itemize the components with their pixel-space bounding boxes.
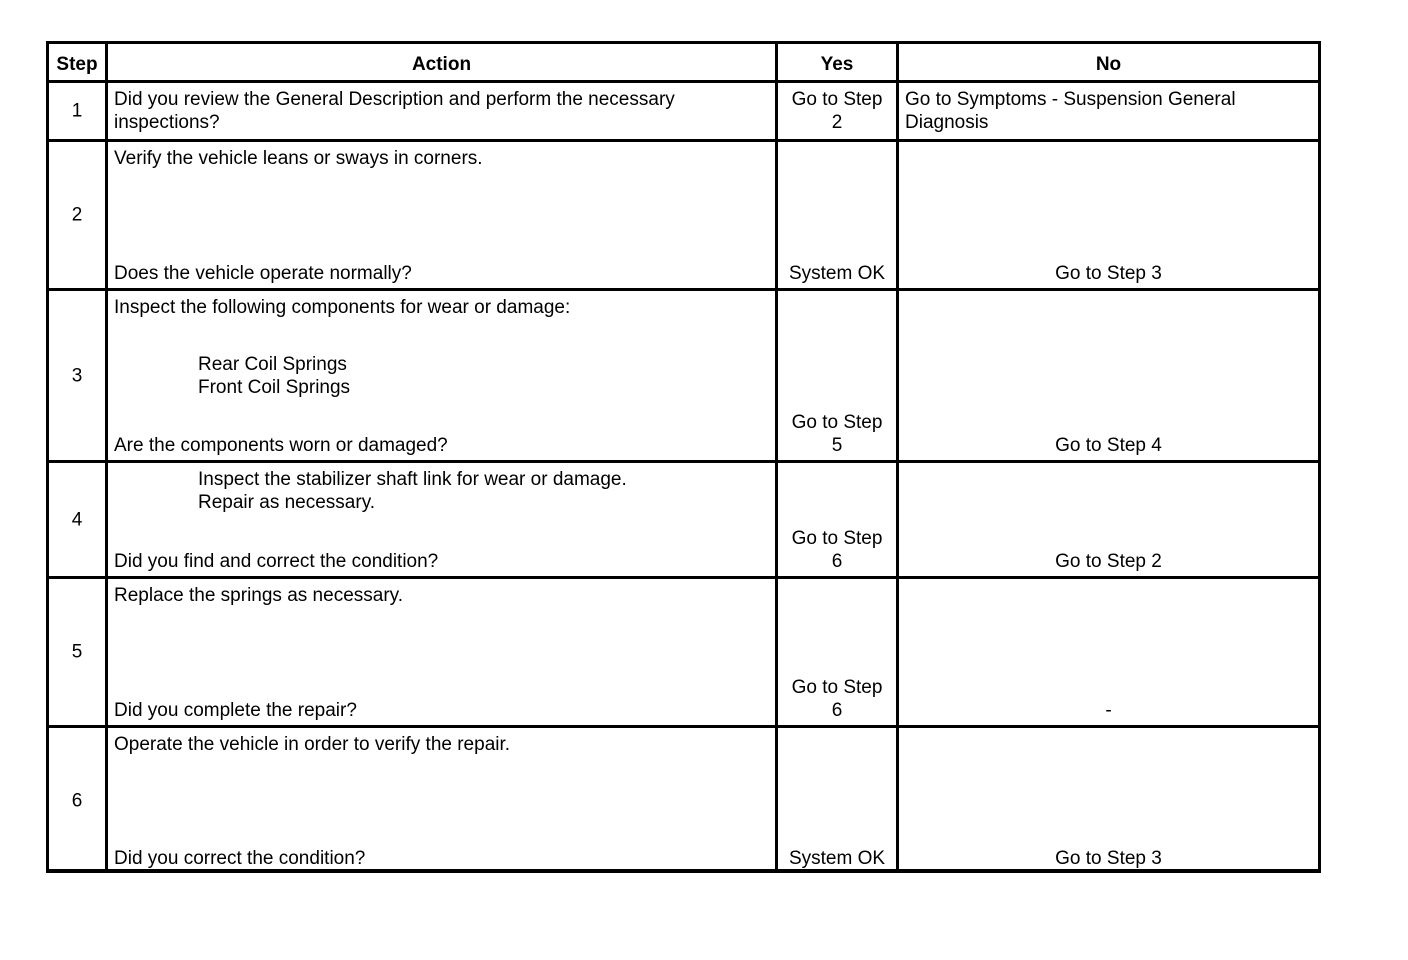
no-cell (896, 142, 1318, 288)
table-row-step-4 (49, 460, 1318, 576)
yes-cell (775, 579, 896, 725)
step-cell (49, 83, 105, 139)
action-question: Are the components worn or damaged? (114, 435, 448, 456)
step-cell (49, 463, 105, 576)
yes-text (778, 88, 896, 134)
header-action: Action (105, 44, 775, 80)
header-yes: Yes (775, 44, 896, 80)
yes-line: 2 (831, 112, 843, 133)
step-number: 5 (71, 641, 83, 663)
yes-line: 6 (831, 551, 843, 572)
action-line: Inspect the stabilizer shaft link for wear or damage. (198, 469, 627, 490)
yes-line: Go to Step (791, 89, 883, 110)
yes-line: 6 (831, 700, 843, 721)
step-number: 6 (71, 790, 83, 811)
no-cell (896, 728, 1318, 873)
step-number: 1 (71, 100, 83, 122)
yes-cell (775, 291, 896, 460)
step-cell (49, 291, 105, 460)
step-cell (49, 142, 105, 288)
table-row-step-1 (49, 80, 1318, 139)
yes-cell (775, 463, 896, 576)
header-no: No (896, 44, 1318, 80)
step-cell (49, 579, 105, 725)
action-cell (105, 291, 775, 460)
yes-text: System OK (788, 848, 886, 869)
action-cell (105, 579, 775, 725)
action-question: Did you correct the condition? (114, 848, 366, 869)
yes-cell (775, 83, 896, 139)
action-text (114, 88, 771, 134)
yes-cell (775, 728, 896, 873)
action-instruction: Inspect the following components for wear or damage: (114, 297, 571, 318)
step-number: 4 (71, 509, 83, 530)
action-cell (105, 83, 775, 139)
yes-cell (775, 142, 896, 288)
no-text: - (1105, 700, 1112, 721)
action-instruction: Operate the vehicle in order to verify the repair. (114, 734, 511, 755)
no-text (905, 88, 1314, 134)
yes-line: Go to Step (791, 528, 883, 549)
no-text: Go to Step 2 (1055, 551, 1162, 572)
yes-text (778, 411, 896, 457)
component-item: Rear Coil Springs (198, 354, 347, 375)
no-text: Go to Step 3 (1055, 848, 1162, 869)
action-question: Does the vehicle operate normally? (114, 263, 412, 284)
diagnostic-table (46, 41, 1321, 873)
action-cell (105, 463, 775, 576)
action-question: Did you find and correct the condition? (114, 551, 439, 572)
action-instruction: Verify the vehicle leans or sways in corners. (114, 148, 483, 169)
yes-text (778, 676, 896, 722)
no-cell (896, 463, 1318, 576)
yes-text (778, 527, 896, 573)
step-cell (49, 728, 105, 873)
no-line: Diagnosis (905, 112, 989, 133)
header-step: Step (56, 54, 98, 75)
no-text: Go to Step 4 (1055, 435, 1162, 456)
table-row-step-6 (49, 725, 1318, 873)
action-line: Did you review the General Description and perform the necessary (114, 89, 675, 110)
action-cell (105, 142, 775, 288)
step-number: 3 (71, 365, 83, 386)
action-text (198, 468, 771, 514)
action-question: Did you complete the repair? (114, 700, 357, 721)
component-list (198, 353, 771, 399)
table-row-step-2 (49, 139, 1318, 288)
action-line: Repair as necessary. (198, 492, 376, 513)
action-line: inspections? (114, 112, 220, 133)
table-row-step-5 (49, 576, 1318, 725)
action-instruction: Replace the springs as necessary. (114, 585, 404, 606)
yes-line: Go to Step (791, 412, 883, 433)
table-header-row (49, 44, 1318, 80)
table-row-step-3 (49, 288, 1318, 460)
action-cell (105, 728, 775, 873)
yes-text: System OK (788, 263, 886, 284)
no-line: Go to Symptoms - Suspension General (905, 89, 1236, 110)
step-number: 2 (71, 204, 83, 226)
no-text: Go to Step 3 (1055, 263, 1162, 284)
no-cell (896, 579, 1318, 725)
yes-line: Go to Step (791, 677, 883, 698)
no-cell (896, 291, 1318, 460)
no-cell (896, 83, 1318, 139)
yes-line: 5 (831, 435, 843, 456)
component-item: Front Coil Springs (198, 377, 351, 398)
